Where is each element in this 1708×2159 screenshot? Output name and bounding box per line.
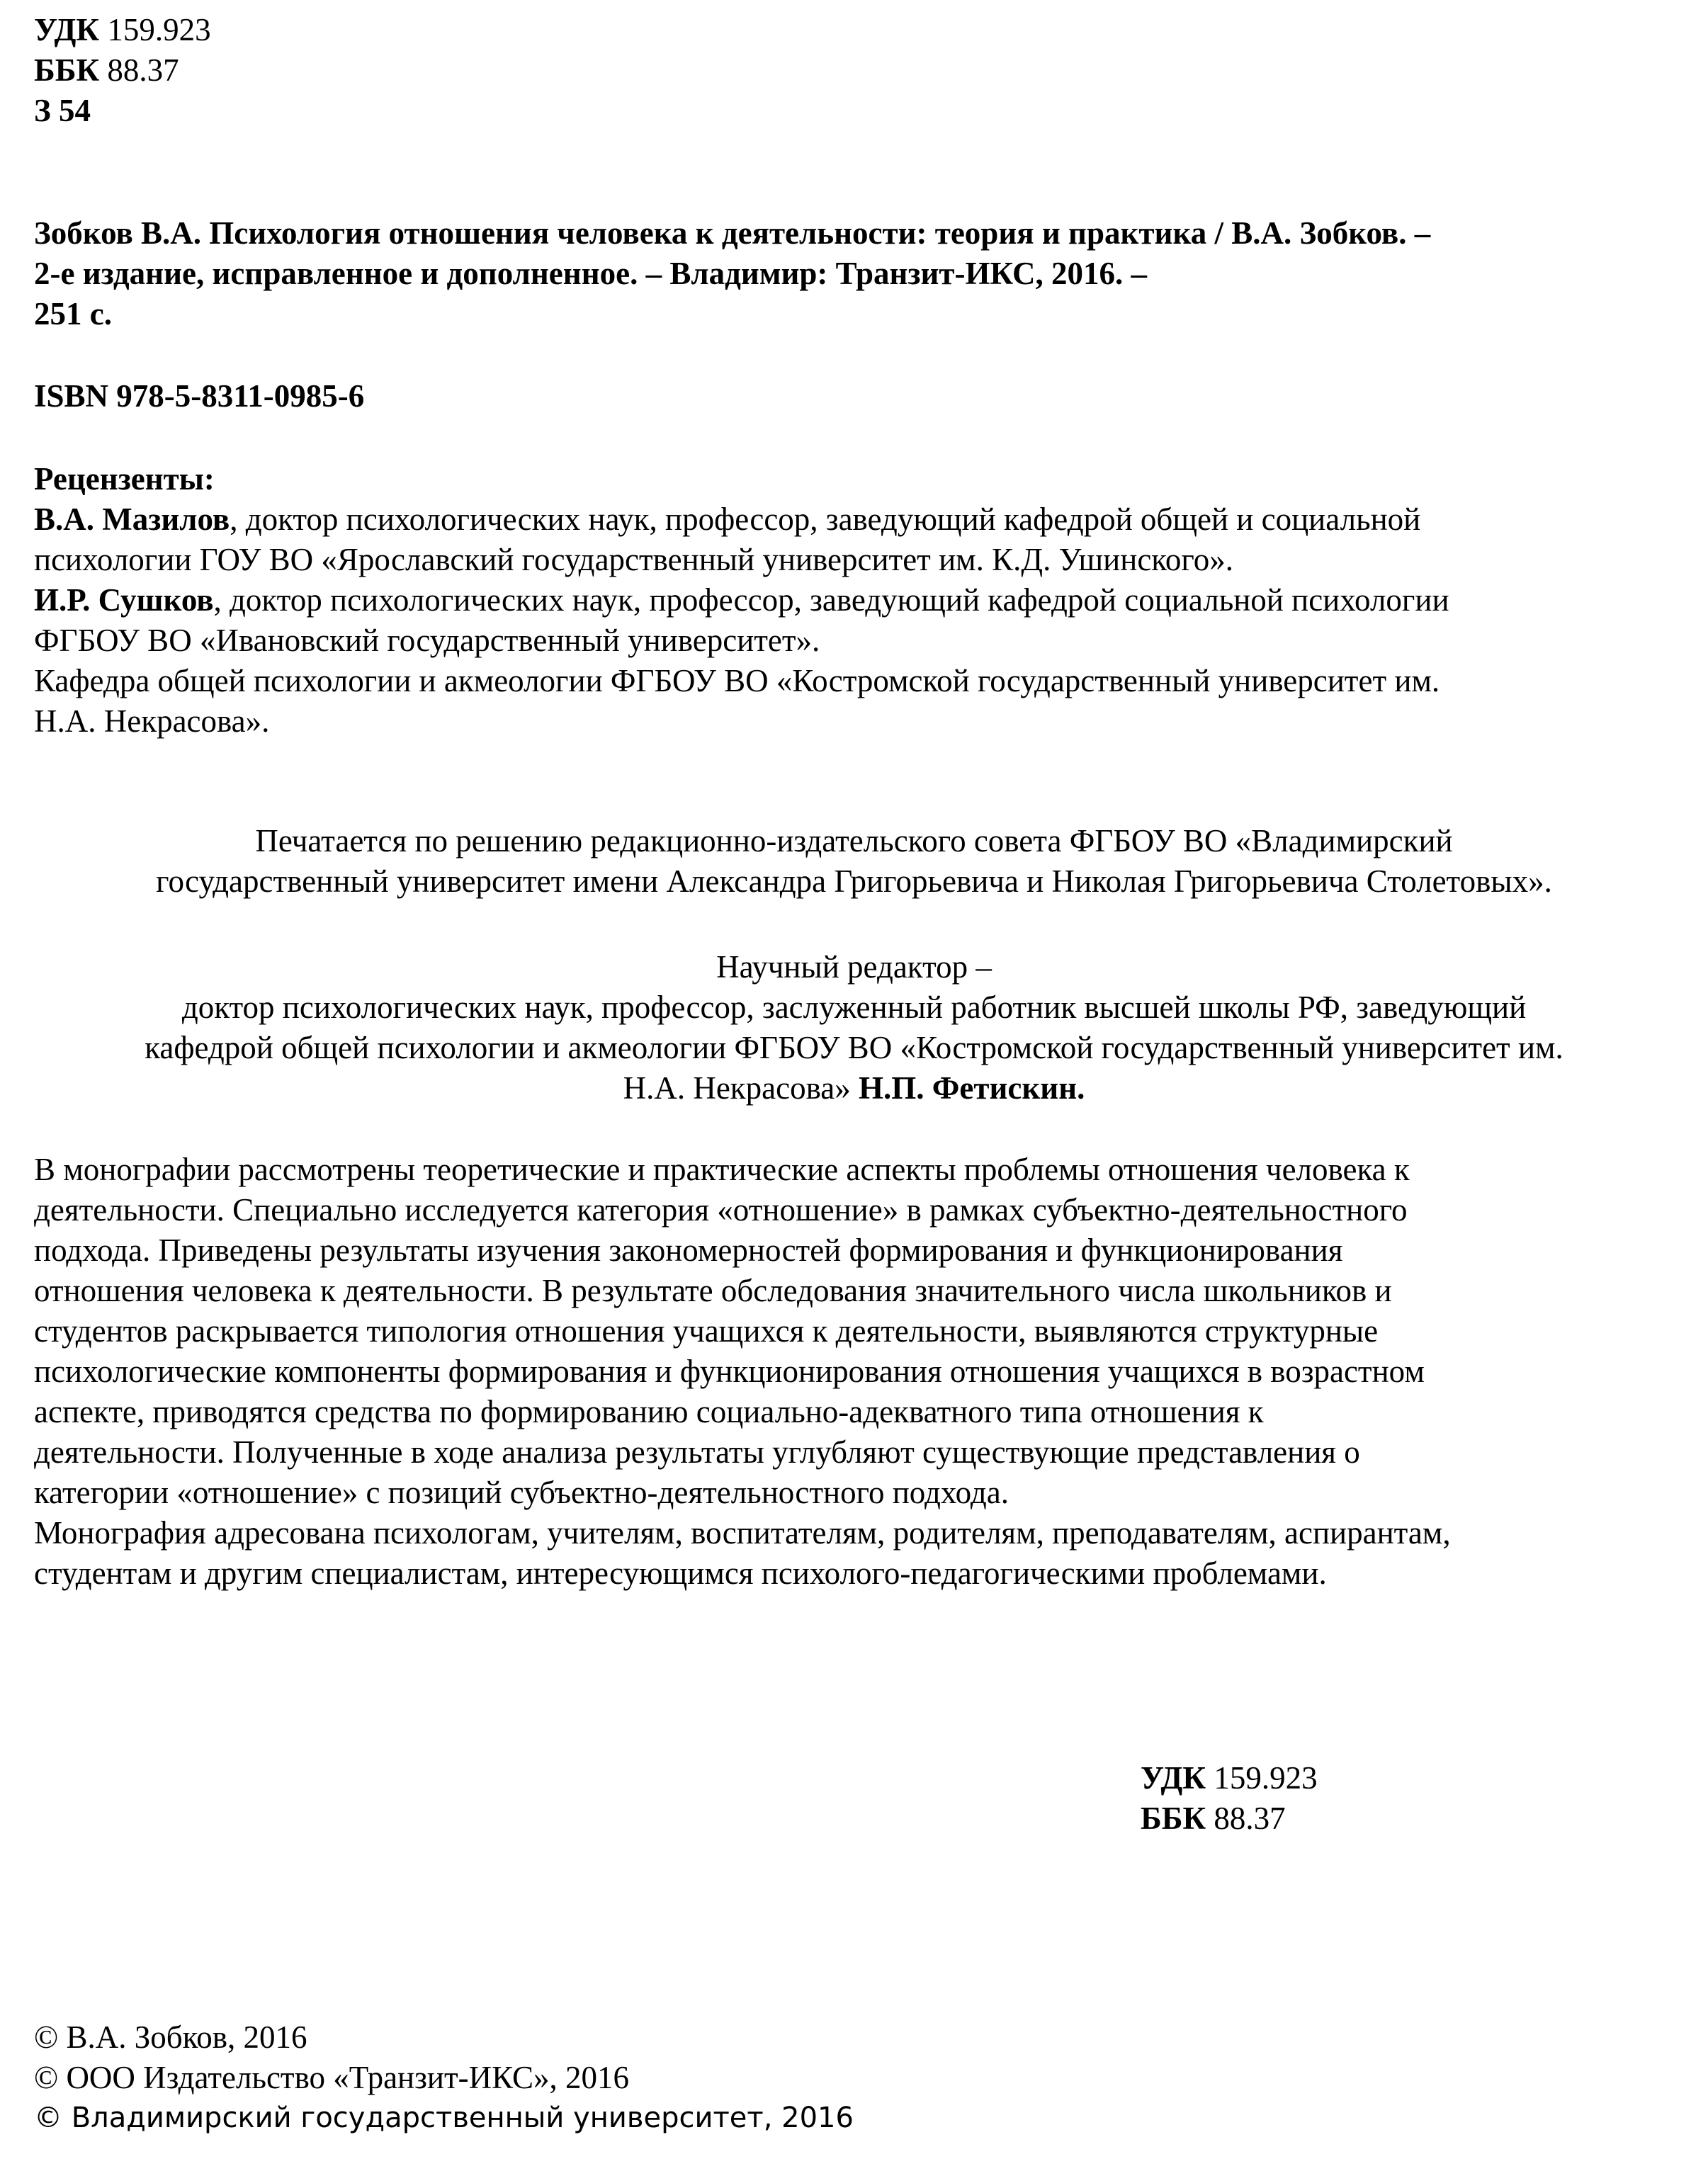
abstract-line: деятельности. Полученные в ходе анализа результаты углубляют существующие представления о bbox=[34, 1434, 1360, 1470]
copyright-publisher: © ООО Издательство «Транзит-ИКС», 2016 bbox=[34, 2060, 630, 2095]
abstract-line: студентов раскрывается типология отношения учащихся к деятельности, выявляются структурные bbox=[34, 1313, 1379, 1349]
editor-line-4 bbox=[0, 1068, 1708, 1109]
copyright-university: © Владимирский государственный университет, 2016 bbox=[34, 2102, 854, 2134]
abstract-line: В монографии рассмотрены теоретические и практические аспекты проблемы отношения человека к bbox=[34, 1152, 1410, 1187]
abstract-line: психологические компоненты формирования и функционирования отношения учащихся в возрастном bbox=[34, 1354, 1425, 1389]
reviewer-2-line-1 bbox=[34, 580, 1663, 620]
decision-line-1: Печатается по решению редакционно-издательского совета ФГБОУ ВО «Владимирский bbox=[255, 823, 1453, 858]
biblio-line-2: 2-е издание, исправленное и дополненное. – Владимир: Транзит-ИКС, 2016. – bbox=[34, 256, 1148, 291]
abstract-line: аспекте, приводятся средства по формированию социально-адекватного типа отношения к bbox=[34, 1394, 1264, 1429]
bibliographic-description bbox=[34, 213, 1663, 334]
reviewer-2-name: И.Р. Сушков bbox=[34, 582, 214, 618]
udk-label: УДК bbox=[34, 12, 100, 47]
classification-codes-top bbox=[34, 10, 1663, 131]
scientific-editor bbox=[0, 947, 1708, 1109]
reviewer-1-name: В.А. Мазилов bbox=[34, 502, 230, 537]
reviewer-1-text-a: , доктор психологических наук, профессор, заведующий кафедрой общей и социальной bbox=[230, 502, 1421, 537]
bbk-label: ББК bbox=[34, 52, 100, 88]
reviewers-section bbox=[34, 459, 1663, 742]
reviewer-2-text-a: , доктор психологических наук, профессор, заведующий кафедрой социальной психологии bbox=[213, 582, 1449, 618]
udk-value-bottom: 159.923 bbox=[1206, 1760, 1318, 1796]
abstract-line: студентам и другим специалистам, интересующимся психолого-педагогическими проблемами. bbox=[34, 1556, 1327, 1591]
reviewer-2-text-b: ФГБОУ ВО «Ивановский государственный университет». bbox=[34, 623, 820, 658]
bbk-line-bottom bbox=[1141, 1798, 1636, 1839]
editor-line-4-plain: Н.А. Некрасова» bbox=[623, 1070, 859, 1106]
abstract-line: категории «отношение» с позиций субъектно-деятельностного подхода. bbox=[34, 1475, 1009, 1510]
abstract bbox=[34, 1150, 1663, 1594]
isbn-text: ISBN 978-5-8311-0985-6 bbox=[34, 378, 365, 414]
publication-decision bbox=[0, 821, 1708, 902]
reviewer-3-text-b: Н.А. Некрасова». bbox=[34, 703, 270, 739]
editor-line-3: кафедрой общей психологии и акмеологии ФГБОУ ВО «Костромской государственный университет им. bbox=[145, 1030, 1563, 1065]
bbk-label-bottom: ББК bbox=[1141, 1801, 1206, 1836]
abstract-line: деятельности. Специально исследуется категория «отношение» в рамках субъектно-деятельностного bbox=[34, 1192, 1408, 1228]
decision-line-2: государственный университет имени Александра Григорьевича и Николая Григорьевича Столетовых». bbox=[156, 863, 1552, 899]
reviewer-1-line-1 bbox=[34, 499, 1663, 540]
copyright-section bbox=[34, 2017, 1663, 2138]
bbk-line bbox=[34, 50, 1663, 91]
isbn bbox=[34, 376, 1663, 416]
editor-name: Н.П. Фетискин. bbox=[858, 1070, 1085, 1106]
udk-label-bottom: УДК bbox=[1141, 1760, 1206, 1796]
editor-line-2: доктор психологических наук, профессор, заслуженный работник высшей школы РФ, заведующий bbox=[181, 990, 1527, 1025]
reviewer-1-text-b: психологии ГОУ ВО «Ярославский государственный университет им. К.Д. Ушинского». bbox=[34, 542, 1233, 577]
reviewer-3-text-a: Кафедра общей психологии и акмеологии ФГБОУ ВО «Костромской государственный университет им. bbox=[34, 663, 1440, 698]
abstract-line: подхода. Приведены результаты изучения закономерностей формирования и функционирования bbox=[34, 1232, 1343, 1268]
editor-line-1: Научный редактор – bbox=[716, 949, 992, 985]
abstract-line: отношения человека к деятельности. В результате обследования значительного числа школьников и bbox=[34, 1273, 1392, 1308]
udk-value: 159.923 bbox=[99, 12, 211, 47]
classification-codes-bottom bbox=[1141, 1758, 1636, 1839]
udk-line bbox=[34, 10, 1663, 50]
biblio-line-3: 251 с. bbox=[34, 296, 112, 332]
bbk-value: 88.37 bbox=[99, 52, 179, 88]
copyright-author: © В.А. Зобков, 2016 bbox=[34, 2019, 307, 2055]
reviewers-heading: Рецензенты: bbox=[34, 461, 215, 497]
author-mark: З 54 bbox=[34, 93, 91, 128]
abstract-line: Монография адресована психологам, учителям, воспитателям, родителям, преподавателям, аспирантам, bbox=[34, 1515, 1451, 1551]
bbk-value-bottom: 88.37 bbox=[1206, 1801, 1286, 1836]
biblio-line-1: Зобков В.А. Психология отношения человека к деятельности: теория и практика / В.А. Зобков. – bbox=[34, 215, 1431, 251]
udk-line-bottom bbox=[1141, 1758, 1636, 1798]
